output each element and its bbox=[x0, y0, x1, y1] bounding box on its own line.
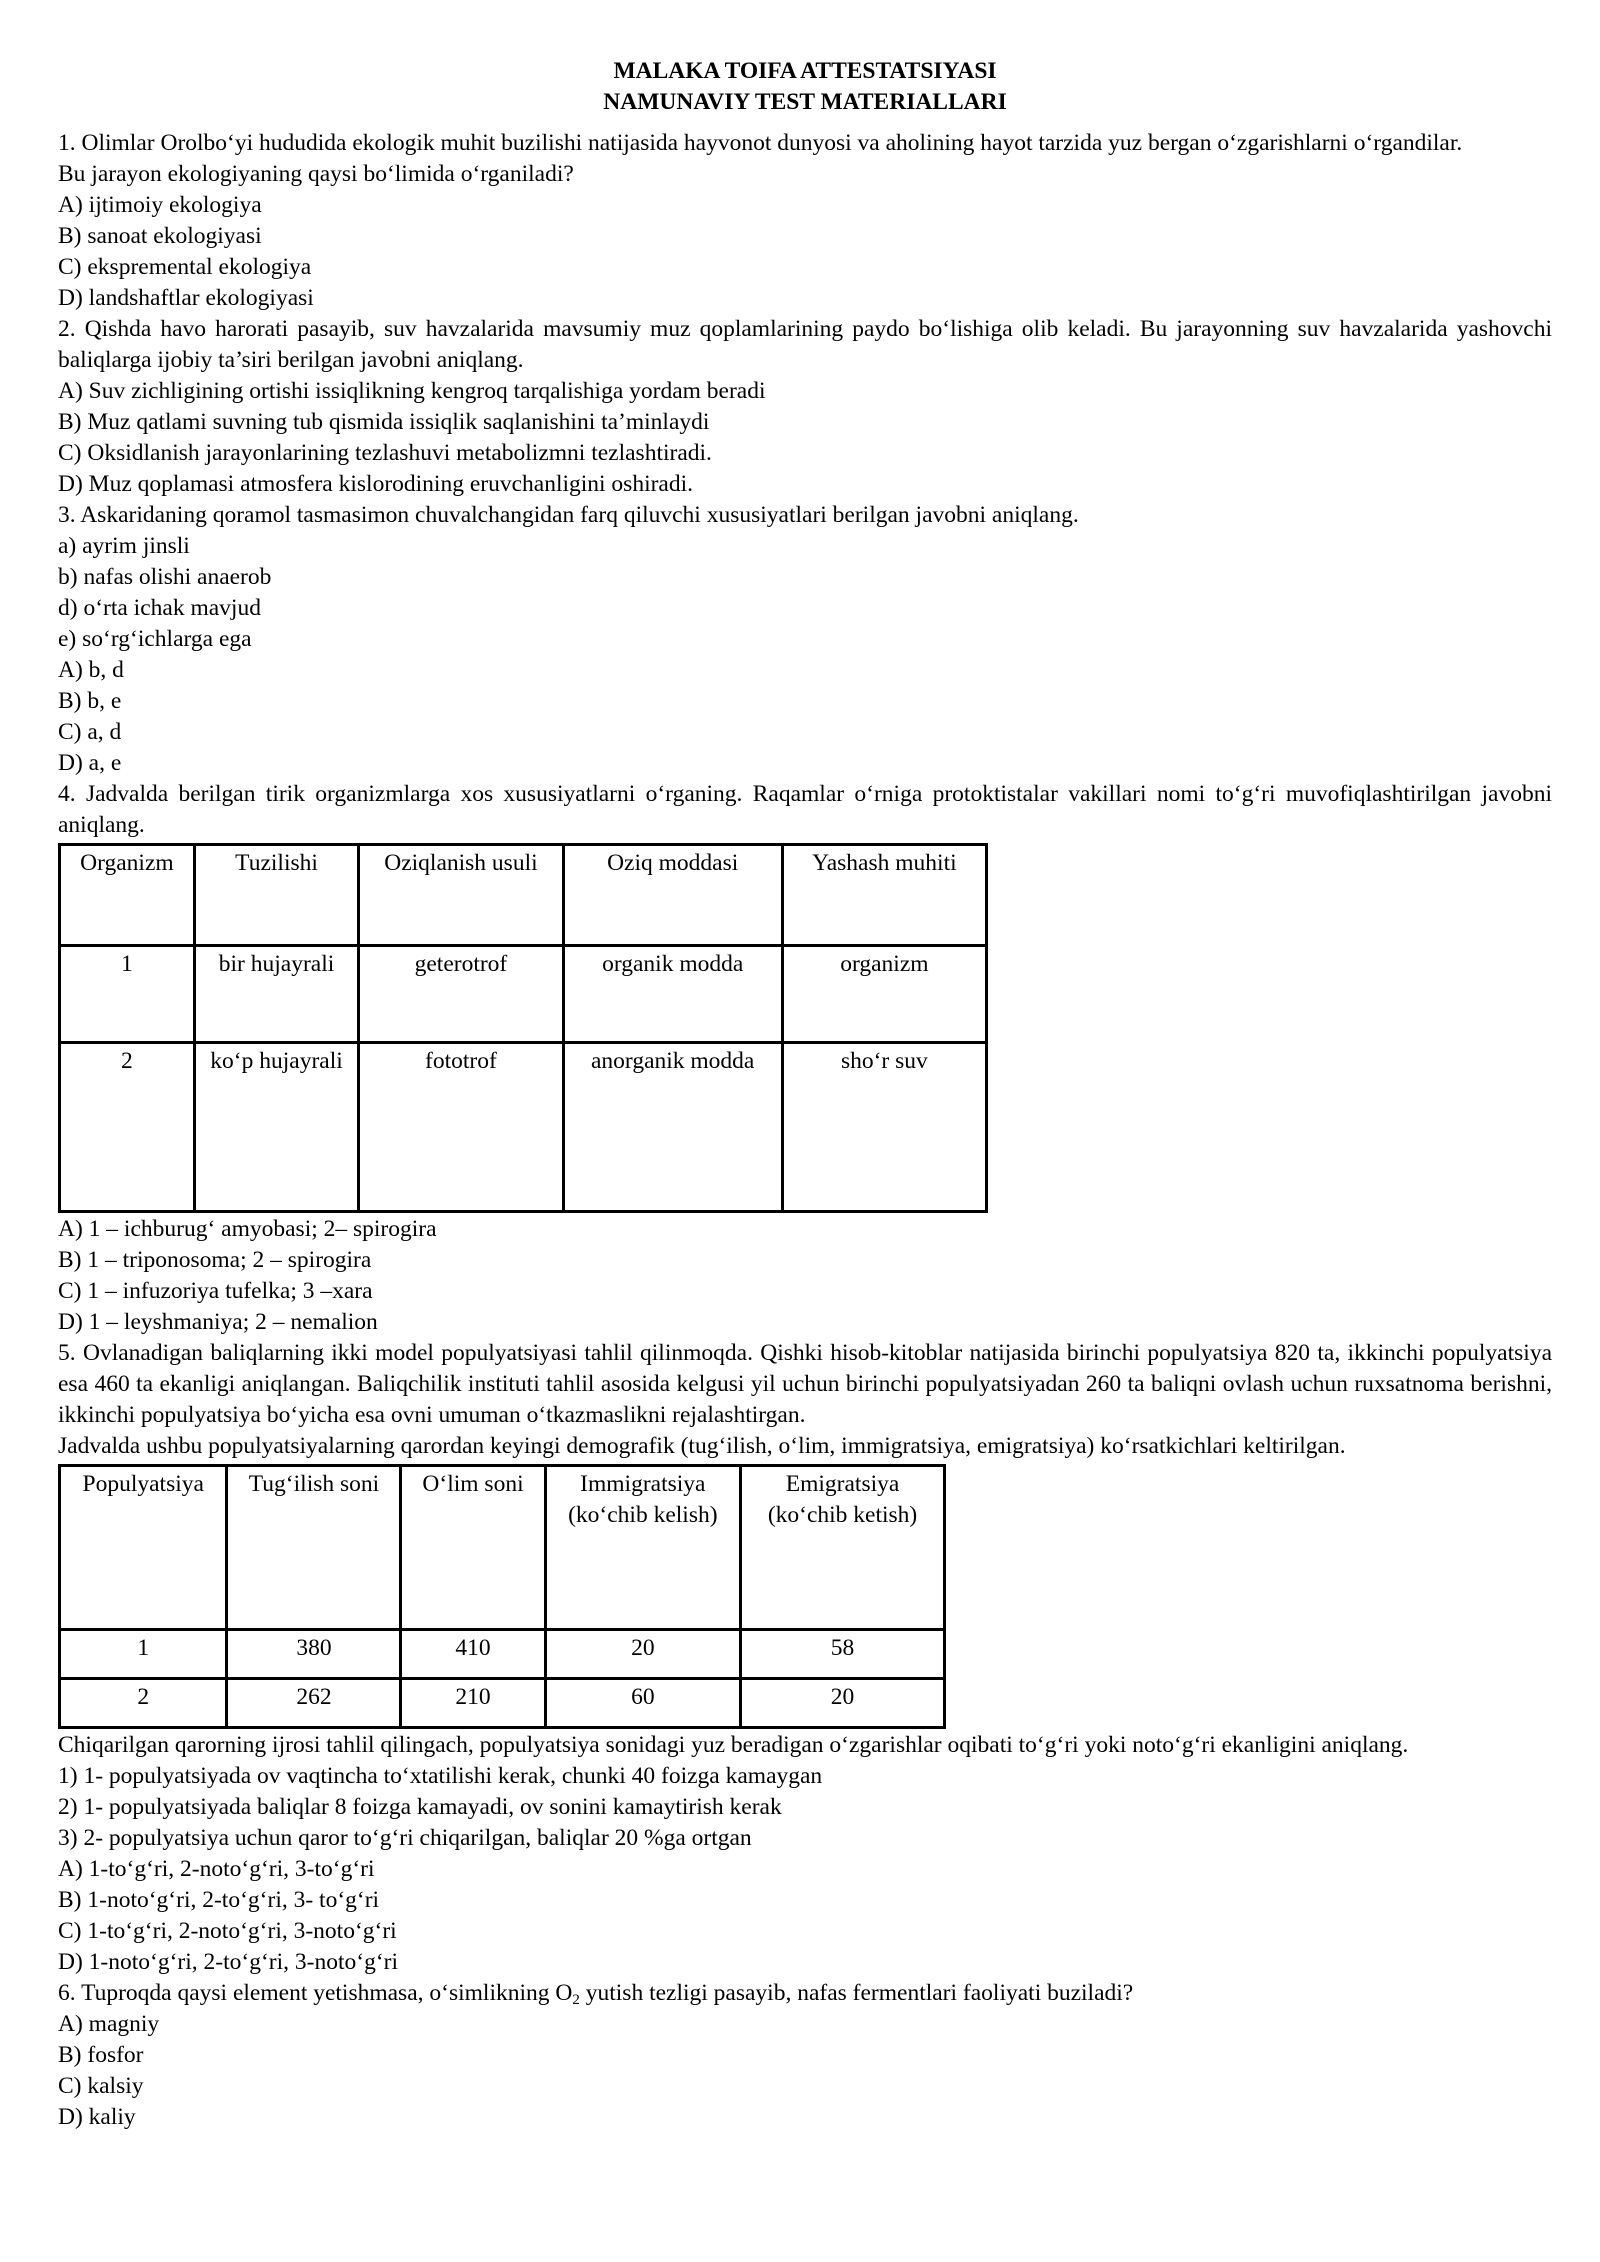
table-cell: 380 bbox=[227, 1630, 401, 1679]
question-1-text: 1. Olimlar Orolbo‘yi hududida ekologik muhit buzilishi natijasida hayvonot dunyosi va aholining hayot tarzida yuz bergan o‘zgarishlarni o‘rgandilar. bbox=[58, 130, 1463, 156]
table-cell: organizm bbox=[782, 946, 986, 1043]
table-cell: 1 bbox=[60, 1630, 227, 1679]
table-header-cell: Tuzilishi bbox=[194, 845, 358, 946]
question-1-prompt: Bu jarayon ekologiyaning qaysi bo‘limida o‘rganiladi? bbox=[58, 161, 574, 187]
table-cell: bir hujayrali bbox=[194, 946, 358, 1043]
document-title-line1: MALAKA TOIFA ATTESTATSIYASI bbox=[613, 58, 997, 84]
table-cell: anorganik modda bbox=[563, 1043, 782, 1212]
population-table bbox=[58, 1464, 946, 1729]
table-header-cell: Tug‘ilish soni bbox=[227, 1466, 401, 1630]
table-header-cell: O‘lim soni bbox=[401, 1466, 545, 1630]
table-row bbox=[60, 1043, 987, 1212]
question-6 bbox=[58, 1978, 1552, 2133]
question-5-option-d: D) 1-noto‘g‘ri, 2-to‘g‘ri, 3-noto‘g‘ri bbox=[58, 1949, 399, 1975]
question-5-text: 5. Ovlanadigan baliqlarning ikki model populyatsiyasi tahlil qilinmoqda. Qishki hisob-kitoblar natijasida birinchi populyatsiya 820 ta, ikkinchi populyatsiya esa 460 ta ekanligi aniqlangan. Baliqchilik instituti tahlil asosida kelgusi yil uchun birinchi populyatsiyadan 260 ta baliqni ovlash uchun ruxsatnoma berishni, ikkinchi populyatsiya bo‘yicha esa ovni umuman o‘tkazmaslikni rejalashtirgan. bbox=[58, 1340, 1552, 1428]
question-3-item-b: b) nafas olishi anaerob bbox=[58, 564, 272, 590]
table-header-cell: Emigratsiya (ko‘chib ketish) bbox=[741, 1466, 945, 1630]
table-row bbox=[60, 1630, 945, 1679]
question-3-item-d: d) o‘rta ichak mavjud bbox=[58, 595, 261, 621]
question-2-option-b: B) Muz qatlami suvning tub qismida issiqlik saqlanishini ta’minlaydi bbox=[58, 409, 710, 435]
question-4-option-a: A) 1 – ichburug‘ amyobasi; 2– spirogira bbox=[58, 1216, 437, 1242]
organism-table bbox=[58, 843, 988, 1213]
table-row bbox=[60, 946, 987, 1043]
question-4 bbox=[58, 779, 1552, 1338]
table-cell: sho‘r suv bbox=[782, 1043, 986, 1212]
question-1-option-a: A) ijtimoiy ekologiya bbox=[58, 192, 262, 218]
table-cell: 20 bbox=[545, 1630, 741, 1679]
table-header-cell: Immigratsiya (ko‘chib kelish) bbox=[545, 1466, 741, 1630]
document-header bbox=[58, 56, 1552, 118]
question-1-option-d: D) landshaftlar ekologiyasi bbox=[58, 285, 314, 311]
question-4-option-c: C) 1 – infuzoriya tufelka; 3 –xara bbox=[58, 1278, 373, 1304]
question-4-option-d: D) 1 – leyshmaniya; 2 – nemalion bbox=[58, 1309, 378, 1335]
question-5 bbox=[58, 1338, 1552, 1978]
table-cell: geterotrof bbox=[359, 946, 563, 1043]
oxygen-subscript: 2 bbox=[572, 1992, 580, 2008]
question-3-item-a: a) ayrim jinsli bbox=[58, 533, 190, 559]
question-1-option-c: C) ekspremental ekologiya bbox=[58, 254, 312, 280]
question-6-option-b: B) fosfor bbox=[58, 2042, 144, 2068]
question-6-text bbox=[58, 1978, 1552, 2009]
table-cell: 60 bbox=[545, 1679, 741, 1728]
question-5-option-b: B) 1-noto‘g‘ri, 2-to‘g‘ri, 3- to‘g‘ri bbox=[58, 1887, 380, 1913]
table-cell: 20 bbox=[741, 1679, 945, 1728]
question-6-option-a: A) magniy bbox=[58, 2011, 160, 2037]
table-cell: 210 bbox=[401, 1679, 545, 1728]
question-6-text-before: 6. Tuproqda qaysi element yetishmasa, o‘simlikning O bbox=[58, 1980, 573, 2006]
question-4-text: 4. Jadvalda berilgan tirik organizmlarga xos xususiyatlarni o‘rganing. Raqamlar o‘rniga protoktistalar vakillari nomi to‘g‘ri muvofiqlashtirilgan javobni aniqlang. bbox=[58, 781, 1552, 838]
table-header-cell: Organizm bbox=[60, 845, 195, 946]
question-2-option-c: C) Oksidlanish jarayonlarining tezlashuvi metabolizmni tezlashtiradi. bbox=[58, 440, 712, 466]
document-page bbox=[58, 56, 1552, 2133]
table-cell: organik modda bbox=[563, 946, 782, 1043]
table-header-cell: Yashash muhiti bbox=[782, 845, 986, 946]
table-cell: 58 bbox=[741, 1630, 945, 1679]
question-5-option-a: A) 1-to‘g‘ri, 2-noto‘g‘ri, 3-to‘g‘ri bbox=[58, 1856, 375, 1882]
question-3-option-a: A) b, d bbox=[58, 657, 124, 683]
table-header-cell: Oziq moddasi bbox=[563, 845, 782, 946]
question-2 bbox=[58, 314, 1552, 500]
question-2-text: 2. Qishda havo harorati pasayib, suv havzalarida mavsumiy muz qoplamlarining paydo bo‘lishiga olib keladi. Bu jarayonning suv havzalarida yashovchi baliqlarga ijobiy ta’siri berilgan javobni aniqlang. bbox=[58, 316, 1552, 373]
table-cell: 1 bbox=[60, 946, 195, 1043]
table-header-cell: Populyatsiya bbox=[60, 1466, 227, 1630]
table-header-cell: Oziqlanish usuli bbox=[359, 845, 563, 946]
table-cell: fototrof bbox=[359, 1043, 563, 1212]
table-cell: 262 bbox=[227, 1679, 401, 1728]
question-3-option-b: B) b, e bbox=[58, 688, 122, 714]
question-2-option-d: D) Muz qoplamasi atmosfera kislorodining eruvchanligini oshiradi. bbox=[58, 471, 694, 497]
document-title-line2: NAMUNAVIY TEST MATERIALLARI bbox=[603, 89, 1007, 115]
question-5-option-c: C) 1-to‘g‘ri, 2-noto‘g‘ri, 3-noto‘g‘ri bbox=[58, 1918, 397, 1944]
question-5-statement-1: 1) 1- populyatsiyada ov vaqtincha to‘xtatilishi kerak, chunki 40 foizga kamaygan bbox=[58, 1763, 823, 1789]
question-2-option-a: A) Suv zichligining ortishi issiqlikning kengroq tarqalishiga yordam beradi bbox=[58, 378, 766, 404]
table-cell: ko‘p hujayrali bbox=[194, 1043, 358, 1212]
question-6-text-after: yutish tezligi pasayib, nafas fermentlari faoliyati buziladi? bbox=[579, 1980, 1134, 2006]
question-5-statement-2: 2) 1- populyatsiyada baliqlar 8 foizga kamayadi, ov sonini kamaytirish kerak bbox=[58, 1794, 782, 1820]
question-5-after-text: Chiqarilgan qarorning ijrosi tahlil qilingach, populyatsiya sonidagi yuz beradigan o‘zgarishlar oqibati to‘g‘ri yoki noto‘g‘ri ekanligini aniqlang. bbox=[58, 1732, 1409, 1758]
table-row bbox=[60, 1679, 945, 1728]
question-1 bbox=[58, 128, 1552, 314]
question-3 bbox=[58, 500, 1552, 779]
table-cell: 410 bbox=[401, 1630, 545, 1679]
question-3-item-e: e) so‘rg‘ichlarga ega bbox=[58, 626, 252, 652]
question-4-option-b: B) 1 – triponosoma; 2 – spirogira bbox=[58, 1247, 372, 1273]
question-5-statement-3: 3) 2- populyatsiya uchun qaror to‘g‘ri chiqarilgan, baliqlar 20 %ga ortgan bbox=[58, 1825, 752, 1851]
question-5-table-intro: Jadvalda ushbu populyatsiyalarning qarordan keyingi demografik (tug‘ilish, o‘lim, immigratsiya, emigratsiya) ko‘rsatkichlari keltirilgan. bbox=[58, 1433, 1346, 1459]
question-1-option-b: B) sanoat ekologiyasi bbox=[58, 223, 262, 249]
question-6-option-c: C) kalsiy bbox=[58, 2073, 144, 2099]
question-6-option-d: D) kaliy bbox=[58, 2104, 136, 2130]
question-3-option-c: C) a, d bbox=[58, 719, 122, 745]
question-3-text: 3. Askaridaning qoramol tasmasimon chuvalchangidan farq qiluvchi xususiyatlari berilgan javobni aniqlang. bbox=[58, 502, 1079, 528]
table-header-row bbox=[60, 1466, 945, 1630]
table-cell: 2 bbox=[60, 1679, 227, 1728]
table-cell: 2 bbox=[60, 1043, 195, 1212]
table-header-row bbox=[60, 845, 987, 946]
question-3-option-d: D) a, e bbox=[58, 750, 122, 776]
